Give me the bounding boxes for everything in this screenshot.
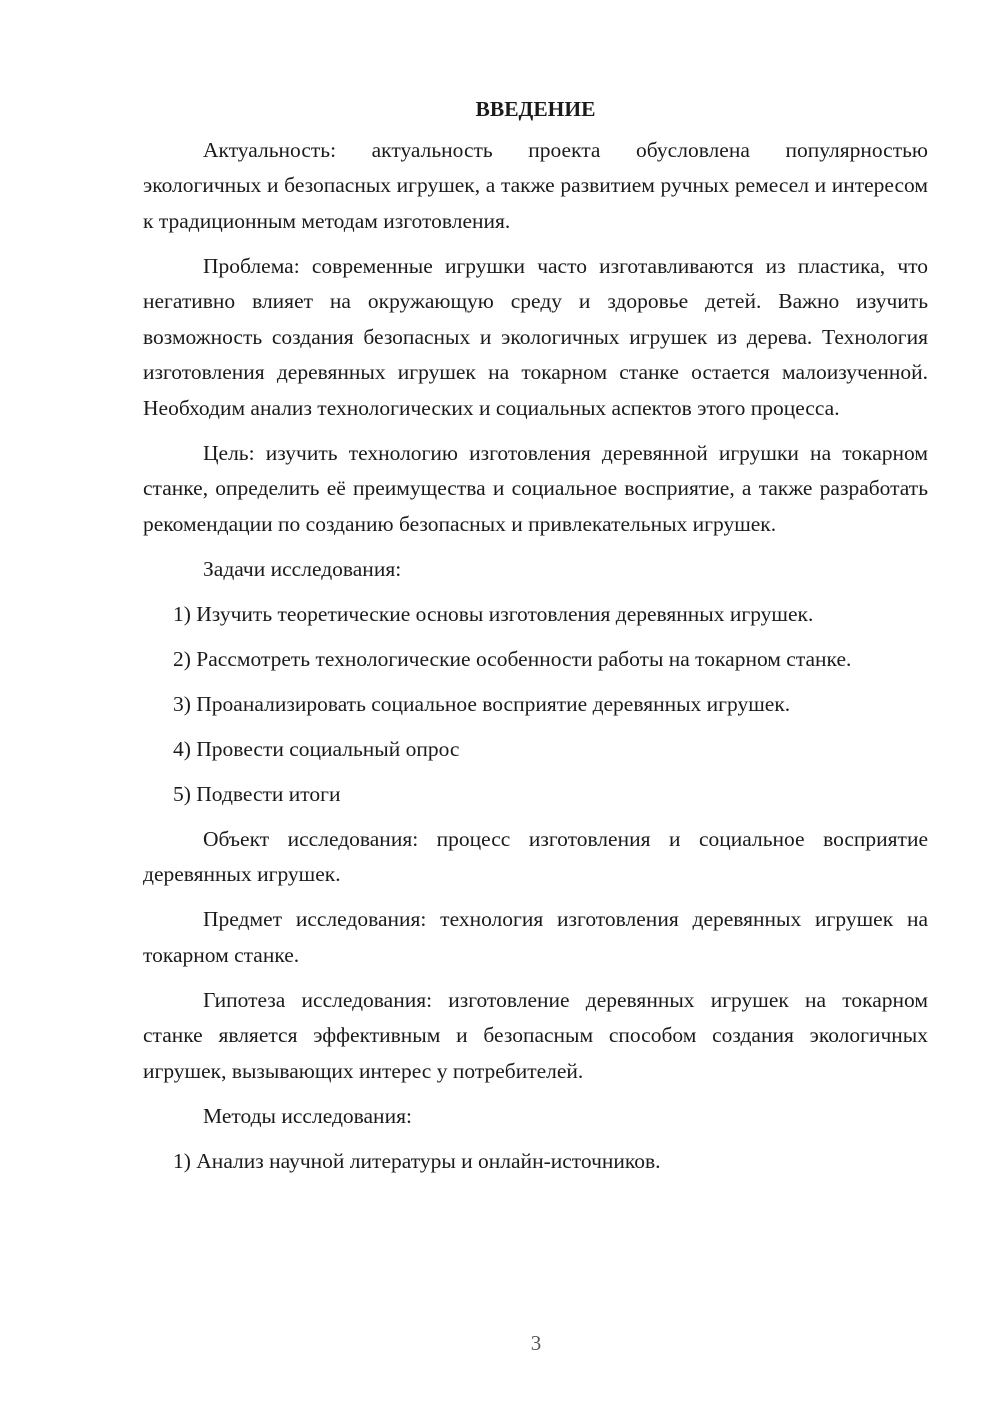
document-page	[143, 92, 928, 1189]
task-item: 3) Проанализировать социальное восприятие деревянных игрушек.	[173, 691, 791, 716]
paragraph-hypothesis: Гипотеза исследования: изготовление деревянных игрушек на токарном станке является эффективным и безопасным способом создания экологичных игрушек, вызывающих интерес у потребителей.	[143, 987, 928, 1083]
task-item: 4) Провести социальный опрос	[173, 736, 460, 761]
paragraph-object: Объект исследования: процесс изготовления и социальное восприятие деревянных игрушек.	[143, 826, 928, 886]
task-item: 2) Рассмотреть технологические особенности работы на токарном станке.	[173, 646, 852, 671]
paragraph-subject: Предмет исследования: технология изготовления деревянных игрушек на токарном станке.	[143, 907, 928, 967]
section-heading: ВВЕДЕНИЕ	[475, 97, 596, 121]
paragraph-tasks-heading: Задачи исследования:	[203, 556, 402, 581]
paragraph-relevance: Актуальность: актуальность проекта обусловлена популярностью экологичных и безопасных игрушек, а также развитием ручных ремесел и интересом к традиционным методам изготовления.	[143, 137, 928, 233]
paragraph-goal: Цель: изучить технологию изготовления деревянной игрушки на токарном станке, определить её преимущества и социальное восприятие, а также разработать рекомендации по созданию безопасных и привлекательных игрушек.	[143, 440, 928, 536]
paragraph-problem: Проблема: современные игрушки часто изготавливаются из пластика, что негативно влияет на окружающую среду и здоровье детей. Важно изучить возможность создания безопасных и экологичных игрушек из дерева. Технология изготовления деревянных игрушек на токарном станке остается малоизученной. Необходим анализ технологических и социальных аспектов этого процесса.	[143, 253, 928, 420]
paragraph-methods-heading: Методы исследования:	[203, 1103, 412, 1128]
task-item: 5) Подвести итоги	[173, 781, 341, 806]
page-number: 3	[530, 1331, 542, 1355]
method-item: 1) Анализ научной литературы и онлайн-источников.	[173, 1148, 661, 1173]
task-item: 1) Изучить теоретические основы изготовления деревянных игрушек.	[173, 601, 814, 626]
